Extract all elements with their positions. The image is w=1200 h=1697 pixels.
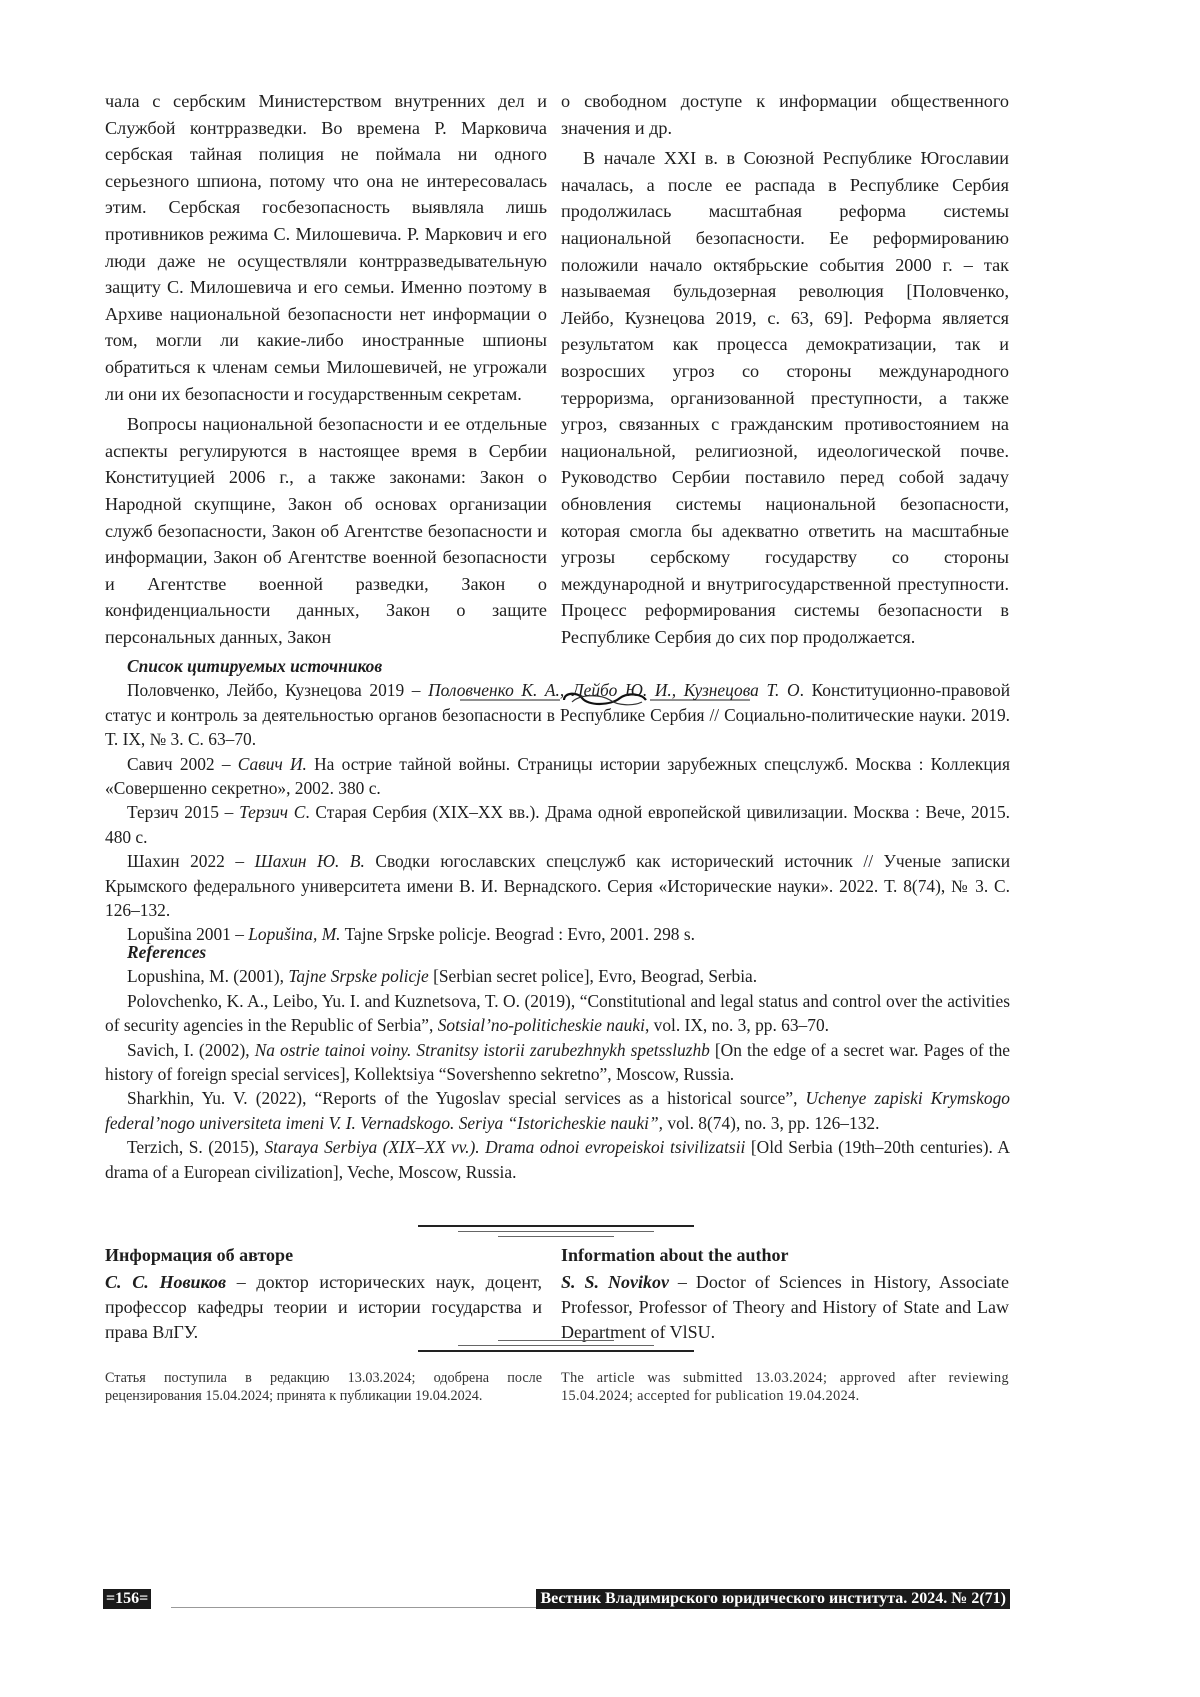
reference-entry (105, 752, 1010, 801)
reference-text: . Старая Сербия (XIX–XX вв.). Драма одной европейской цивилизации. Москва : Вече, 2015. 480 с. (105, 802, 1010, 846)
reference-title: Na ostrie tainoi voiny. Stranitsy istorii zarubezhnykh spetssluzhb (255, 1040, 710, 1060)
reference-title: Lopušina, M. (248, 924, 340, 944)
references-list-en (105, 940, 1010, 1184)
top-double-rule (418, 1225, 694, 1245)
reference-entry (105, 800, 1010, 849)
reference-text: vol. 8(74), no. 3, pp. 126–132. (663, 1113, 879, 1133)
footer-rule (171, 1607, 571, 1608)
reference-text: Tajne Srpske policje. Beograd : Evro, 2001. 298 s. (341, 924, 695, 944)
author-name-en: S. S. Novikov (561, 1272, 669, 1292)
reference-text: [Serbian secret police], Evro, Beograd, Serbia. (429, 966, 757, 986)
reference-entry (105, 678, 1010, 751)
reference-title: Sotsial’no-politicheskie nauki (438, 1015, 645, 1035)
page-number: =156= (103, 1589, 151, 1609)
body-paragraph: о свободном доступе к информации общественного значения и др. (561, 88, 1009, 141)
journal-title: Вестник Владимирского юридического института. 2024. № 2(71) (536, 1589, 1010, 1609)
body-left-column (105, 88, 547, 654)
references-heading: References (105, 940, 1010, 964)
body-paragraph: Вопросы национальной безопасности и ее отдельные аспекты регулируются в настоящее время в Сербии Конституцией 2006 г., а также законами: Закон о Народной скупщине, Закон об основах организации служб безопасности, Закон об Агентстве безопасности и информации, Закон об Агентстве военной безопасности и Агентстве военной разведки, Закон о конфиденциальности данных, Закон о защите персональных данных, Закон (105, 411, 547, 650)
reference-text: Polovchenko, K. A., Leibo, Yu. I. and Kuznetsova, T. O. (2019), “Constitutional and legal status and control over the activities of security agencies in the Republic of Serbia”, (105, 991, 1010, 1035)
article-dates-ru: Статья поступила в редакцию 13.03.2024; одобрена после рецензирования 15.04.2024; принята к публикации 19.04.2024. (105, 1370, 542, 1405)
body-paragraph: В начале XXI в. в Союзной Республике Югославии началась, а после ее распада в Республике Сербия продолжилась масштабная реформа системы национальной безопасности. Ее реформированию положили начало октябрьские события 2000 г. – так называемая бульдозерная революция [Половченко, Лейбо, Кузнецова 2019, с. 63, 69]. Реформа является результатом как процесса демократизации, так и возросших угроз со стороны международного терроризма, организованной преступности, а также угроз, связанных с гражданским противостоянием на национальной, религиозной, идеологической почве. Руководство Сербии поставило перед собой задачу обновления системы национальной безопасности, которая смогла бы адекватно ответить на масштабные угрозы сербскому государству со стороны международной и внутригосударственной преступности. Процесс реформирования системы безопасности в Республике Сербия до сих пор продолжается. (561, 145, 1009, 650)
reference-text: Sharkhin, Yu. V. (2022), “Reports of the Yugoslav special services as a historical source”, (127, 1088, 806, 1108)
reference-entry (105, 1086, 1010, 1135)
body-right-column (561, 88, 1009, 654)
author-heading-en: Information about the author (561, 1243, 1009, 1268)
reference-entry (105, 849, 1010, 922)
reference-text: , vol. IX, no. 3, pp. 63–70. (645, 1015, 829, 1035)
reference-title: Tajne Srpske policje (288, 966, 428, 986)
reference-text: Lopušina 2001 – (127, 924, 248, 944)
reference-text: Terzich, S. (2015), (127, 1137, 264, 1157)
page-footer (103, 1588, 1010, 1614)
reference-text: [Old Serbia (19th–20th centuries). A drama of a European civilization], Veche, Moscow, Russia. (105, 1137, 1010, 1181)
reference-title: Савич И. (238, 754, 307, 774)
article-dates-en: The article was submitted 13.03.2024; approved after reviewing 15.04.2024; accepted for publication 19.04.2024. (561, 1370, 1009, 1405)
author-heading-ru: Информация об авторе (105, 1243, 542, 1268)
author-description-en: – Doctor of Sciences in History, Associate Professor, Professor of Theory and History of State and Law Department of VlSU. (561, 1272, 1009, 1342)
reference-title: Терзич С (239, 802, 305, 822)
reference-text: Lopushina, M. (2001), (127, 966, 288, 986)
reference-text: Савич 2002 – (127, 754, 238, 774)
reference-entry (105, 989, 1010, 1038)
author-info-en (561, 1243, 1009, 1345)
author-info-ru (105, 1243, 542, 1345)
reference-entry (105, 964, 1010, 988)
author-description-ru: – доктор исторических наук, доцент, профессор кафедры теории и истории государства и права ВлГУ. (105, 1272, 542, 1342)
reference-text: [On the edge of a secret war. Pages of the history of foreign special services], Kollektsiya “Sovershenno sekretno”, Moscow, Russia. (105, 1040, 1010, 1084)
reference-text: Сводки югославских спецслужб как исторический источник // Ученые записки Крымского федерального университета имени В. И. Вернадского. Серия «Исторические науки». 2022. Т. 8(74), № 3. С. 126–132. (105, 851, 1010, 920)
reference-title: Staraya Serbiya (XIX–XX vv.). Drama odnoi evropeiskoi tsivilizatsii (264, 1137, 745, 1157)
author-name-ru: С. С. Новиков (105, 1272, 226, 1292)
reference-entry (105, 1038, 1010, 1087)
reference-title: Половченко К. А., Лейбо Ю. И., Кузнецова Т. О (428, 680, 799, 700)
sources-list-ru (105, 654, 1010, 947)
reference-text: Терзич 2015 – (127, 802, 239, 822)
reference-title: Шахин Ю. В. (255, 851, 365, 871)
reference-text: Шахин 2022 – (127, 851, 255, 871)
reference-entry (105, 1135, 1010, 1184)
reference-text: Половченко, Лейбо, Кузнецова 2019 – (127, 680, 428, 700)
body-paragraph: чала с сербским Министерством внутренних дел и Службой контрразведки. Во времена Р. Марковича сербская тайная полиция не поймала ни одного серьезного шпиона, потому что она не интересовалась этим. Сербская госбезопасность выявляла лишь противников режима С. Милошевича. Р. Маркович и его люди даже не осуществляли контрразведывательную защиту С. Милошевича и его семьи. Именно поэтому в Архиве национальной безопасности нет информации о том, могли ли какие-либо иностранные шпионы обратиться к членам семьи Милошевичей, не угрожали ли они их безопасности и государственным секретам. (105, 88, 547, 407)
bottom-double-rule (418, 1340, 694, 1354)
reference-text: На острие тайной войны. Страницы истории зарубежных спецслужб. Москва : Коллекция «Совершенно секретно», 2002. 380 с. (105, 754, 1010, 798)
reference-title: Uchenye zapiski Krymskogo federal’nogo universiteta imeni V. I. Vernadskogo. Seriya “Istoricheskie nauki”, (105, 1088, 1010, 1132)
reference-text: . Конституционно-правовой статус и контроль за деятельностью органов безопасности в Республике Сербия // Социально-политические науки. 2019. Т. IX, № 3. С. 63–70. (105, 680, 1010, 749)
reference-text: Savich, I. (2002), (127, 1040, 255, 1060)
sources-heading: Список цитируемых источников (105, 654, 1010, 678)
